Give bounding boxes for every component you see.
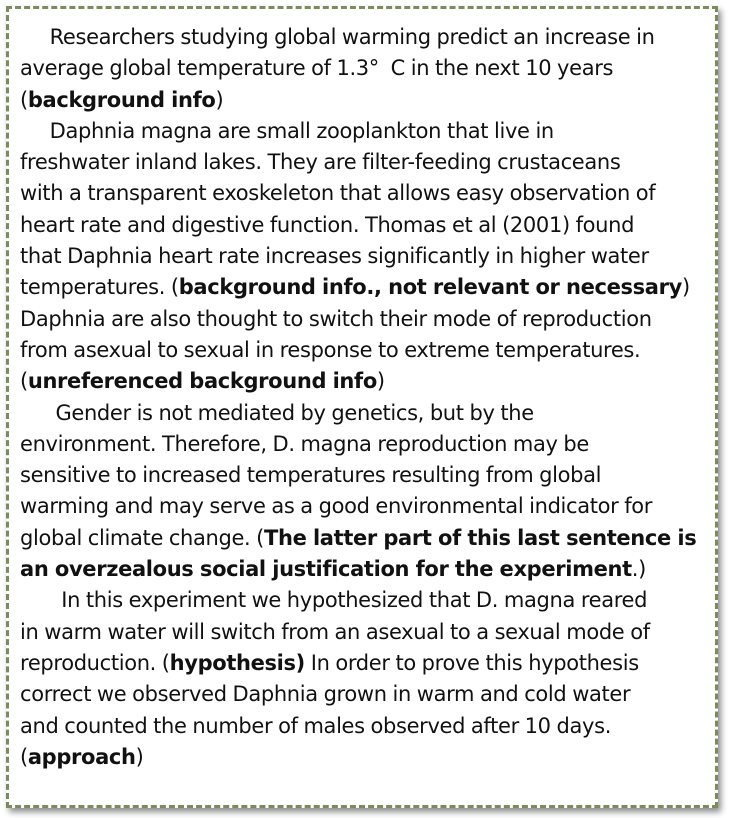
body-text: Researchers studying global warming predict an increase in	[20, 25, 655, 49]
body-text: environment. Therefore, D. magna reproduction may be	[20, 431, 589, 456]
text-line	[20, 711, 710, 742]
annotated-introduction-text	[20, 22, 710, 773]
bold-annotation: background info	[27, 87, 216, 112]
text-line	[20, 648, 710, 679]
text-line	[20, 210, 710, 241]
body-text: )	[681, 275, 690, 300]
body-text: correct we observed Daphnia grown in warm and cold water	[20, 682, 631, 707]
bold-annotation: hypothesis)	[169, 650, 305, 675]
text-line	[20, 617, 710, 648]
text-line	[20, 53, 710, 84]
text-line	[20, 460, 710, 491]
body-text: in warm water will switch from an asexual to a sexual mode of	[20, 619, 650, 644]
bold-annotation: unreferenced background info	[27, 369, 377, 394]
text-line	[20, 304, 710, 335]
text-line	[20, 742, 710, 773]
text-line	[20, 554, 710, 585]
body-text: )	[376, 369, 385, 394]
text-line	[20, 178, 710, 209]
body-text: global climate change. (	[20, 525, 265, 550]
body-text: .)	[631, 557, 646, 582]
text-line	[20, 398, 710, 429]
body-text: heart rate and digestive function. Thomas et al (2001) found	[20, 212, 635, 237]
body-text: from asexual to sexual in response to extreme temperatures.	[20, 337, 641, 362]
paragraph	[20, 22, 710, 116]
body-text: In this experiment we hypothesized that D. magna reared	[20, 588, 648, 613]
text-line	[20, 429, 710, 460]
body-text: In order to prove this hypothesis	[304, 650, 639, 675]
text-line	[20, 22, 710, 53]
body-text: (	[20, 87, 28, 112]
body-text: Daphnia magna are small zooplankton that live in	[20, 118, 554, 143]
bold-annotation: approach	[27, 744, 136, 769]
text-line	[20, 523, 710, 554]
body-text: )	[215, 87, 224, 112]
body-text: Daphnia are also thought to switch their mode of reproduction	[20, 306, 652, 331]
body-text: average global temperature of 1.3° C in the next 10 years	[20, 56, 614, 81]
text-line	[20, 491, 710, 522]
text-line	[20, 85, 710, 116]
text-line	[20, 147, 710, 178]
text-line	[20, 366, 710, 397]
body-text: with a transparent exoskeleton that allows easy observation of	[20, 181, 656, 206]
body-text: that Daphnia heart rate increases significantly in higher water	[20, 244, 649, 269]
body-text: temperatures. (	[20, 275, 179, 300]
bold-annotation: The latter part of this last sentence is	[264, 525, 697, 550]
body-text: )	[135, 744, 144, 769]
body-text: warming and may serve as a good environmental indicator for	[20, 494, 653, 519]
body-text: Gender is not mediated by genetics, but by the	[20, 400, 534, 425]
text-line	[20, 335, 710, 366]
text-line	[20, 679, 710, 710]
body-text: freshwater inland lakes. They are filter-feeding crustaceans	[20, 150, 621, 175]
text-line	[20, 116, 710, 147]
paragraph	[20, 116, 710, 398]
text-line	[20, 272, 710, 303]
bold-annotation: an overzealous social justification for the experiment	[20, 557, 632, 582]
body-text: reproduction. (	[20, 650, 170, 675]
body-text: (	[20, 369, 28, 394]
paragraph	[20, 398, 710, 586]
body-text: and counted the number of males observed after 10 days.	[20, 713, 612, 738]
body-text: (	[20, 744, 28, 769]
body-text: sensitive to increased temperatures resulting from global	[20, 463, 602, 488]
text-line	[20, 241, 710, 272]
text-line	[20, 585, 710, 616]
paragraph	[20, 585, 710, 773]
bold-annotation: background info., not relevant or necessary	[178, 275, 682, 300]
